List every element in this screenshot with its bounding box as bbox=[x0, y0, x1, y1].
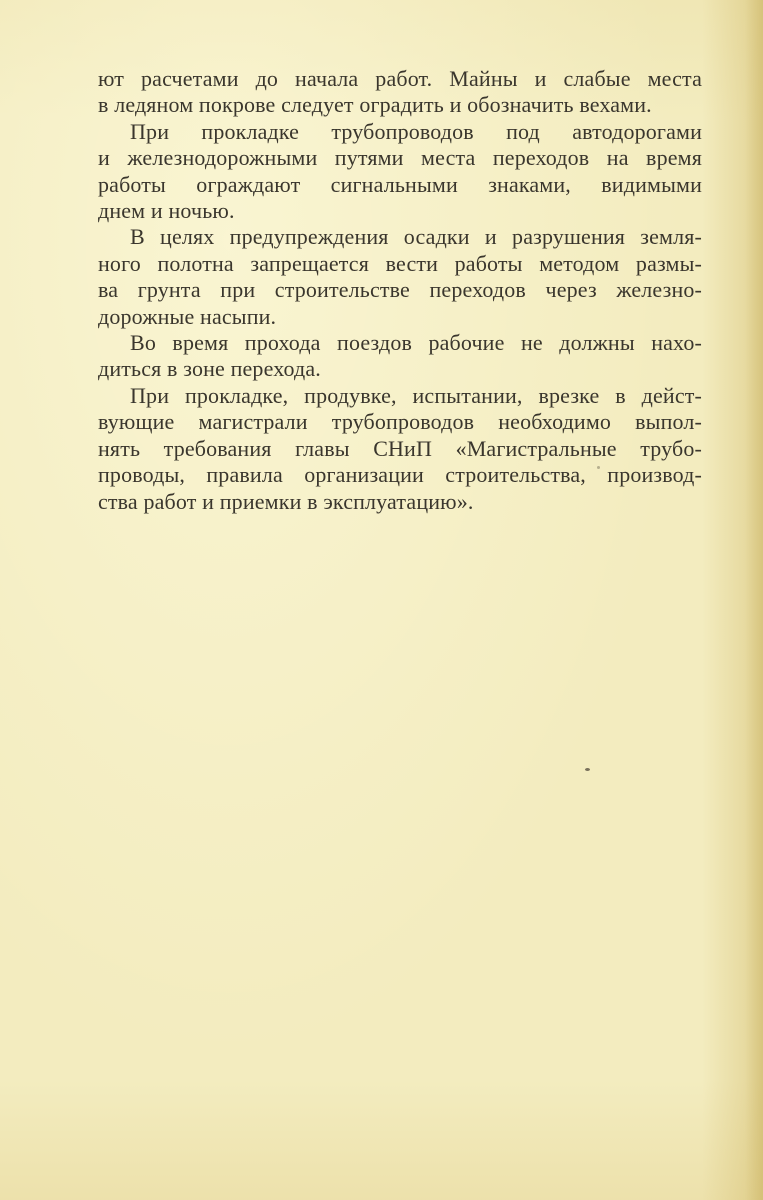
text-line: ства работ и приемки в эксплуатацию». bbox=[98, 488, 474, 514]
body-text bbox=[98, 66, 702, 515]
text-line: При прокладке трубопроводов под автодорогами bbox=[130, 118, 702, 144]
text-line: дорожные насыпи. bbox=[98, 303, 277, 329]
text-line: вующие магистрали трубопроводов необходимо выпол- bbox=[98, 409, 702, 435]
text-line: нять требования главы СНиП «Магистральные трубо- bbox=[98, 435, 702, 461]
text-line: ного полотна запрещается вести работы методом размы- bbox=[98, 250, 702, 276]
text-line: днем и ночью. bbox=[98, 198, 235, 224]
text-line: В целях предупреждения осадки и разрушения земля- bbox=[130, 224, 702, 250]
paragraph-4 bbox=[98, 330, 702, 383]
paragraph-3 bbox=[98, 224, 702, 330]
page-edge-shadow bbox=[745, 0, 763, 1200]
text-line: проводы, правила организации строительства, производ- bbox=[98, 462, 702, 488]
text-line: При прокладке, продувке, испытании, врезке в дейст- bbox=[130, 382, 702, 408]
text-line: ют расчетами до начала работ. Майны и слабые места bbox=[98, 66, 702, 91]
paragraph-2 bbox=[98, 119, 702, 225]
text-line: диться в зоне перехода. bbox=[98, 356, 321, 382]
ink-speck bbox=[597, 466, 600, 469]
text-line: и железнодорожными путями места переходов на время bbox=[98, 145, 702, 171]
text-line: Во время прохода поездов рабочие не должны нахо- bbox=[130, 330, 702, 356]
paragraph-5 bbox=[98, 383, 702, 515]
ink-speck bbox=[585, 768, 590, 771]
text-line: в ледяном покрове следует оградить и обозначить вехами. bbox=[98, 92, 652, 118]
text-line: работы ограждают сигнальными знаками, видимыми bbox=[98, 171, 702, 197]
text-line: ва грунта при строительстве переходов через железно- bbox=[98, 277, 702, 303]
paragraph-1 bbox=[98, 66, 702, 119]
